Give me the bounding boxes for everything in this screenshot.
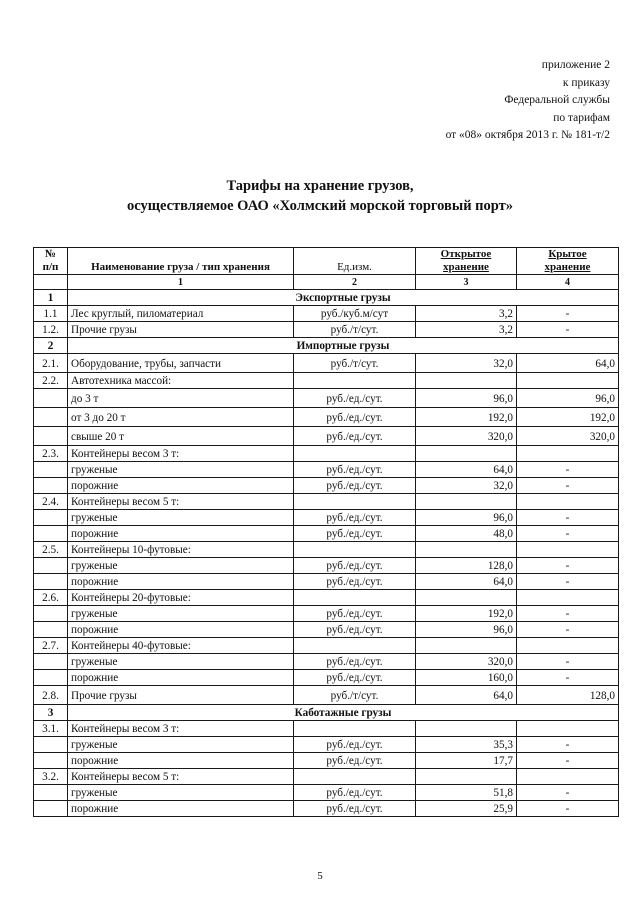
- row-number: [34, 427, 68, 446]
- row-number: [34, 622, 68, 638]
- open-storage-rate: 64,0: [416, 462, 517, 478]
- table-row: [34, 721, 619, 737]
- approval-line: к приказу: [562, 76, 610, 89]
- unit-of-measure: руб./ед./сут.: [294, 785, 416, 801]
- section-number: 3: [34, 705, 68, 721]
- open-storage-rate: 192,0: [416, 606, 517, 622]
- unit-of-measure: руб./ед./сут.: [294, 408, 416, 427]
- title-line: осуществляемое ОАО «Холмский морской торговый порт»: [126, 198, 514, 214]
- approval-block: [370, 57, 610, 145]
- closed-storage-rate: -: [517, 801, 619, 817]
- table-row: [34, 622, 619, 638]
- approval-line: от «08» октября 2013 г. № 181-т/2: [445, 129, 610, 141]
- colnum-empty: [34, 275, 68, 290]
- section-row: [34, 705, 619, 721]
- page-number: 5: [317, 870, 323, 882]
- section-title: Каботажные грузы: [68, 705, 619, 721]
- open-storage-rate: [416, 373, 517, 389]
- unit-of-measure: руб./ед./сут.: [294, 574, 416, 590]
- open-storage-rate: 96,0: [416, 510, 517, 526]
- open-storage-rate: 51,8: [416, 785, 517, 801]
- closed-storage-rate: -: [517, 306, 619, 322]
- closed-storage-rate: -: [517, 737, 619, 753]
- open-storage-rate: 320,0: [416, 654, 517, 670]
- table-row: [34, 478, 619, 494]
- row-number: 2.1.: [34, 354, 68, 373]
- closed-storage-rate: 64,0: [517, 354, 619, 373]
- open-storage-rate: 3,2: [416, 322, 517, 338]
- closed-storage-rate: -: [517, 510, 619, 526]
- open-storage-rate: 320,0: [416, 427, 517, 446]
- closed-storage-rate: [517, 446, 619, 462]
- section-number: 1: [34, 290, 68, 306]
- cargo-name: Оборудование, трубы, запчасти: [68, 354, 294, 373]
- table-row: [34, 558, 619, 574]
- cargo-name: Контейнеры весом 5 т:: [68, 494, 294, 510]
- approval-line: Федеральной службы: [504, 94, 610, 106]
- document-title: [0, 176, 640, 216]
- table-header-row: [34, 248, 619, 275]
- open-storage-rate: [416, 494, 517, 510]
- closed-storage-rate: 320,0: [517, 427, 619, 446]
- table-row: [34, 306, 619, 322]
- column-number-row: [34, 275, 619, 290]
- header-open: [416, 248, 517, 275]
- open-storage-rate: 25,9: [416, 801, 517, 817]
- open-storage-rate: 48,0: [416, 526, 517, 542]
- open-storage-rate: 64,0: [416, 686, 517, 705]
- table-row: [34, 427, 619, 446]
- open-storage-rate: 35,3: [416, 737, 517, 753]
- cargo-name: груженые: [68, 737, 294, 753]
- row-number: 2.7.: [34, 638, 68, 654]
- row-number: 3.1.: [34, 721, 68, 737]
- row-number: [34, 670, 68, 686]
- table-row: [34, 526, 619, 542]
- table-row: [34, 322, 619, 338]
- row-number: 3.2.: [34, 769, 68, 785]
- cargo-name: Контейнеры 10-футовые:: [68, 542, 294, 558]
- unit-of-measure: [294, 373, 416, 389]
- open-storage-rate: 96,0: [416, 622, 517, 638]
- unit-of-measure: [294, 542, 416, 558]
- closed-storage-rate: [517, 721, 619, 737]
- unit-of-measure: руб./ед./сут.: [294, 389, 416, 408]
- unit-of-measure: руб./ед./сут.: [294, 462, 416, 478]
- cargo-name: Прочие грузы: [68, 322, 294, 338]
- table-row: [34, 408, 619, 427]
- closed-storage-rate: 192,0: [517, 408, 619, 427]
- row-number: [34, 389, 68, 408]
- cargo-name: Лес круглый, пиломатериал: [68, 306, 294, 322]
- table-row: [34, 373, 619, 389]
- open-storage-rate: 3,2: [416, 306, 517, 322]
- closed-storage-rate: [517, 494, 619, 510]
- unit-of-measure: руб./т/сут.: [294, 354, 416, 373]
- table-row: [34, 494, 619, 510]
- cargo-name: порожние: [68, 526, 294, 542]
- open-storage-rate: 32,0: [416, 354, 517, 373]
- section-row: [34, 290, 619, 306]
- table-row: [34, 354, 619, 373]
- cargo-name: груженые: [68, 558, 294, 574]
- closed-storage-rate: -: [517, 526, 619, 542]
- cargo-name: порожние: [68, 753, 294, 769]
- closed-storage-rate: -: [517, 322, 619, 338]
- table-row: [34, 753, 619, 769]
- row-number: [34, 753, 68, 769]
- table-row: [34, 389, 619, 408]
- header-open-label: Открытое хранение: [440, 248, 492, 273]
- row-number: 2.8.: [34, 686, 68, 705]
- cargo-name: до 3 т: [68, 389, 294, 408]
- cargo-name: груженые: [68, 785, 294, 801]
- colnum: 2: [294, 275, 416, 290]
- cargo-name: Прочие грузы: [68, 686, 294, 705]
- table-row: [34, 606, 619, 622]
- row-number: 1.2.: [34, 322, 68, 338]
- closed-storage-rate: [517, 769, 619, 785]
- row-number: [34, 526, 68, 542]
- unit-of-measure: [294, 769, 416, 785]
- unit-of-measure: руб./ед./сут.: [294, 737, 416, 753]
- unit-of-measure: руб./т/сут.: [294, 322, 416, 338]
- section-title: Экспортные грузы: [68, 290, 619, 306]
- open-storage-rate: 192,0: [416, 408, 517, 427]
- cargo-name: порожние: [68, 622, 294, 638]
- open-storage-rate: [416, 446, 517, 462]
- table-row: [34, 686, 619, 705]
- unit-of-measure: руб./ед./сут.: [294, 622, 416, 638]
- unit-of-measure: [294, 590, 416, 606]
- open-storage-rate: 128,0: [416, 558, 517, 574]
- table-row: [34, 462, 619, 478]
- title-line: Тарифы на хранение грузов,: [226, 178, 414, 194]
- unit-of-measure: руб./ед./сут.: [294, 558, 416, 574]
- colnum: 3: [416, 275, 517, 290]
- approval-line: по тарифам: [553, 111, 610, 124]
- header-closed-label: Крытое хранение: [544, 248, 591, 273]
- unit-of-measure: руб./ед./сут.: [294, 478, 416, 494]
- closed-storage-rate: -: [517, 670, 619, 686]
- closed-storage-rate: -: [517, 785, 619, 801]
- closed-storage-rate: 96,0: [517, 389, 619, 408]
- row-number: [34, 785, 68, 801]
- unit-of-measure: [294, 446, 416, 462]
- section-title: Импортные грузы: [68, 338, 619, 354]
- row-number: 1.1: [34, 306, 68, 322]
- cargo-name: Контейнеры весом 3 т:: [68, 446, 294, 462]
- table-row: [34, 574, 619, 590]
- table-row: [34, 670, 619, 686]
- open-storage-rate: [416, 542, 517, 558]
- open-storage-rate: [416, 769, 517, 785]
- table-row: [34, 510, 619, 526]
- row-number: 2.5.: [34, 542, 68, 558]
- row-number: 2.4.: [34, 494, 68, 510]
- header-name: Наименование груза / тип хранения: [68, 248, 294, 275]
- cargo-name: порожние: [68, 478, 294, 494]
- open-storage-rate: [416, 721, 517, 737]
- table-row: [34, 446, 619, 462]
- row-number: 2.6.: [34, 590, 68, 606]
- cargo-name: порожние: [68, 670, 294, 686]
- unit-of-measure: [294, 721, 416, 737]
- row-number: [34, 462, 68, 478]
- unit-of-measure: руб./ед./сут.: [294, 753, 416, 769]
- closed-storage-rate: -: [517, 753, 619, 769]
- unit-of-measure: [294, 494, 416, 510]
- table-row: [34, 785, 619, 801]
- closed-storage-rate: -: [517, 654, 619, 670]
- cargo-name: от 3 до 20 т: [68, 408, 294, 427]
- table-row: [34, 638, 619, 654]
- cargo-name: Контейнеры весом 5 т:: [68, 769, 294, 785]
- unit-of-measure: руб./ед./сут.: [294, 510, 416, 526]
- cargo-name: груженые: [68, 654, 294, 670]
- cargo-name: свыше 20 т: [68, 427, 294, 446]
- unit-of-measure: руб./куб.м/сут: [294, 306, 416, 322]
- open-storage-rate: [416, 638, 517, 654]
- closed-storage-rate: -: [517, 574, 619, 590]
- header-closed: [517, 248, 619, 275]
- open-storage-rate: 17,7: [416, 753, 517, 769]
- section-number: 2: [34, 338, 68, 354]
- open-storage-rate: 32,0: [416, 478, 517, 494]
- open-storage-rate: [416, 590, 517, 606]
- row-number: [34, 574, 68, 590]
- row-number: 2.3.: [34, 446, 68, 462]
- table-row: [34, 654, 619, 670]
- row-number: [34, 606, 68, 622]
- row-number: [34, 510, 68, 526]
- table-row: [34, 737, 619, 753]
- table-row: [34, 590, 619, 606]
- cargo-name: порожние: [68, 801, 294, 817]
- open-storage-rate: 96,0: [416, 389, 517, 408]
- cargo-name: груженые: [68, 510, 294, 526]
- row-number: [34, 737, 68, 753]
- cargo-name: груженые: [68, 462, 294, 478]
- colnum: 4: [517, 275, 619, 290]
- row-number: [34, 558, 68, 574]
- row-number: [34, 408, 68, 427]
- unit-of-measure: руб./ед./сут.: [294, 654, 416, 670]
- cargo-name: груженые: [68, 606, 294, 622]
- closed-storage-rate: [517, 373, 619, 389]
- row-number: 2.2.: [34, 373, 68, 389]
- closed-storage-rate: -: [517, 478, 619, 494]
- approval-line: приложение 2: [541, 59, 610, 71]
- unit-of-measure: руб./ед./сут.: [294, 606, 416, 622]
- closed-storage-rate: -: [517, 558, 619, 574]
- section-row: [34, 338, 619, 354]
- colnum: 1: [68, 275, 294, 290]
- table-row: [34, 769, 619, 785]
- open-storage-rate: 160,0: [416, 670, 517, 686]
- closed-storage-rate: -: [517, 462, 619, 478]
- unit-of-measure: руб./ед./сут.: [294, 427, 416, 446]
- closed-storage-rate: [517, 590, 619, 606]
- unit-of-measure: руб./т/сут.: [294, 686, 416, 705]
- cargo-name: Контейнеры 40-футовые:: [68, 638, 294, 654]
- unit-of-measure: руб./ед./сут.: [294, 801, 416, 817]
- closed-storage-rate: [517, 638, 619, 654]
- closed-storage-rate: [517, 542, 619, 558]
- unit-of-measure: руб./ед./сут.: [294, 670, 416, 686]
- header-unit: Ед.изм.: [294, 248, 416, 275]
- cargo-name: порожние: [68, 574, 294, 590]
- row-number: [34, 478, 68, 494]
- tariff-table: [33, 247, 619, 817]
- cargo-name: Контейнеры весом 3 т:: [68, 721, 294, 737]
- cargo-name: Контейнеры 20-футовые:: [68, 590, 294, 606]
- unit-of-measure: [294, 638, 416, 654]
- row-number: [34, 801, 68, 817]
- open-storage-rate: 64,0: [416, 574, 517, 590]
- cargo-name: Автотехника массой:: [68, 373, 294, 389]
- closed-storage-rate: -: [517, 622, 619, 638]
- table-row: [34, 542, 619, 558]
- header-num: № п/п: [34, 248, 68, 275]
- row-number: [34, 654, 68, 670]
- closed-storage-rate: 128,0: [517, 686, 619, 705]
- table-row: [34, 801, 619, 817]
- closed-storage-rate: -: [517, 606, 619, 622]
- unit-of-measure: руб./ед./сут.: [294, 526, 416, 542]
